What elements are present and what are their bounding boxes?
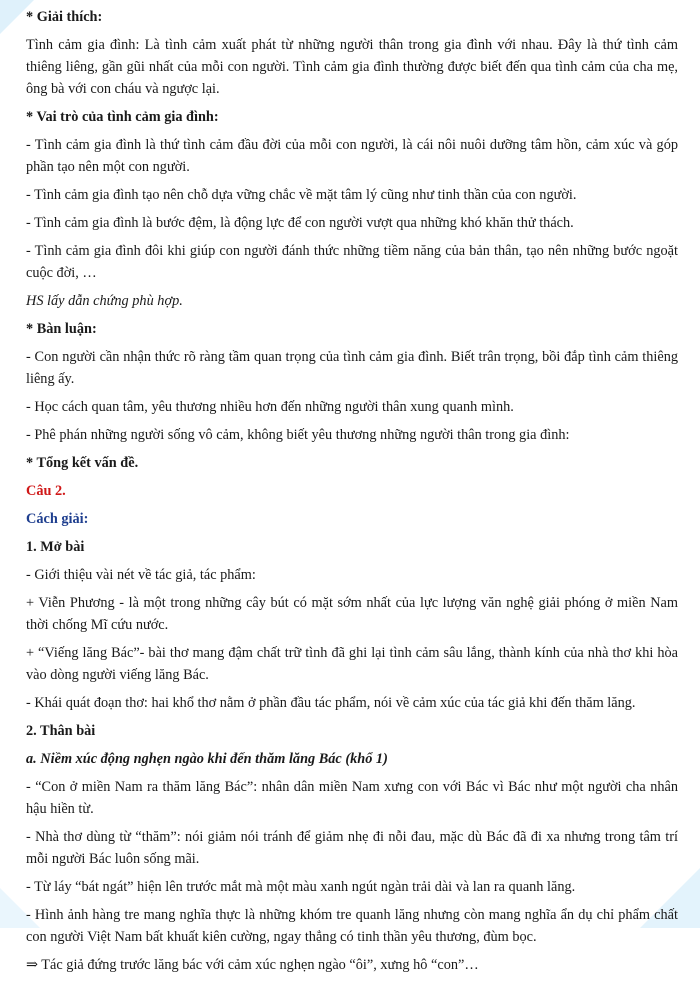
paragraph: HS lấy dẫn chứng phù hợp. <box>26 293 183 309</box>
paragraph: - Giới thiệu vài nét về tác giả, tác phẩm: <box>26 567 256 583</box>
paragraph: + Viễn Phương - là một trong những cây bút có mặt sớm nhất của lực lượng văn nghệ giải phóng ở miền Nam thời chống Mĩ cứu nước. <box>26 595 678 633</box>
paragraph: - “Con ở miền Nam ra thăm lăng Bác”: nhân dân miền Nam xưng con với Bác vì Bác như một người cha nhân hậu hiền từ. <box>26 779 678 817</box>
paragraph: - Con người cần nhận thức rõ ràng tầm quan trọng của tình cảm gia đình. Biết trân trọng, bồi đắp tình cảm thiêng liêng ấy. <box>26 349 678 387</box>
paragraph: + “Viếng lăng Bác”- bài thơ mang đậm chất trữ tình đã ghi lại tình cảm sâu lắng, thành kính của nhà thơ khi hòa vào dòng người viếng lăng Bác. <box>26 645 678 683</box>
paragraph: - Từ láy “bát ngát” hiện lên trước mắt mà một màu xanh ngút ngàn trải dài và lan ra quanh lăng. <box>26 879 576 895</box>
document-page <box>26 6 678 982</box>
paragraph: - Tình cảm gia đình đôi khi giúp con người đánh thức những tiềm năng của bản thân, tạo nên những bước ngoặt cuộc đời, … <box>26 243 678 281</box>
paragraph: Tình cảm gia đình: Là tình cảm xuất phát từ những người thân trong gia đình với nhau. Đây là thứ tình cảm thiêng liêng, gần gũi nhất của mỗi con người. Tình cảm gia đình thường được biết đến qua tình cảm của cha mẹ, ông bà với con cháu và ngược lại. <box>26 37 678 97</box>
paragraph: Cách giải: <box>26 511 89 527</box>
paragraph: * Tổng kết vấn đề. <box>26 455 139 471</box>
paragraph: a. Niềm xúc động nghẹn ngào khi đến thăm lăng Bác (khổ 1) <box>26 751 388 767</box>
paragraph: - Tình cảm gia đình tạo nên chỗ dựa vững chắc về mặt tâm lý cũng như tinh thần của con người. <box>26 187 577 203</box>
paragraph: * Bàn luận: <box>26 321 97 337</box>
paragraph: ⇒ Tác giả đứng trước lăng bác với cảm xúc nghẹn ngào “ôi”, xưng hô “con”… <box>26 957 479 973</box>
paragraph: - Học cách quan tâm, yêu thương nhiều hơn đến những người thân xung quanh mình. <box>26 399 514 415</box>
paragraph: * Vai trò của tình cảm gia đình: <box>26 109 219 125</box>
paragraph: - Hình ảnh hàng tre mang nghĩa thực là những khóm tre quanh lăng nhưng còn mang nghĩa ẩn dụ chỉ phẩm chất con người Việt Nam bất khuất kiên cường, ngay thẳng có tinh thần yêu thương, đùm bọc. <box>26 907 678 945</box>
paragraph: 2. Thân bài <box>26 723 96 739</box>
paragraph: - Tình cảm gia đình là bước đệm, là động lực để con người vượt qua những khó khăn thử thách. <box>26 215 574 231</box>
paragraph: Câu 2. <box>26 483 66 499</box>
paragraph: 1. Mở bài <box>26 539 85 555</box>
paragraph: - Phê phán những người sống vô cảm, không biết yêu thương những người thân trong gia đình: <box>26 427 570 443</box>
paragraph: - Khái quát đoạn thơ: hai khổ thơ nằm ở phần đầu tác phẩm, nói về cảm xúc của tác giả khi đến thăm lăng. <box>26 695 636 711</box>
paragraph: - Tình cảm gia đình là thứ tình cảm đầu đời của mỗi con người, là cái nôi nuôi dưỡng tâm hồn, cảm xúc và góp phần tạo nên một con người. <box>26 137 678 175</box>
paragraph: - Nhà thơ dùng từ “thăm”: nói giảm nói tránh để giảm nhẹ đi nỗi đau, mặc dù Bác đã đi xa nhưng trong tâm trí mỗi người Bác luôn sống mãi. <box>26 829 678 867</box>
paragraph: * Giải thích: <box>26 9 103 25</box>
